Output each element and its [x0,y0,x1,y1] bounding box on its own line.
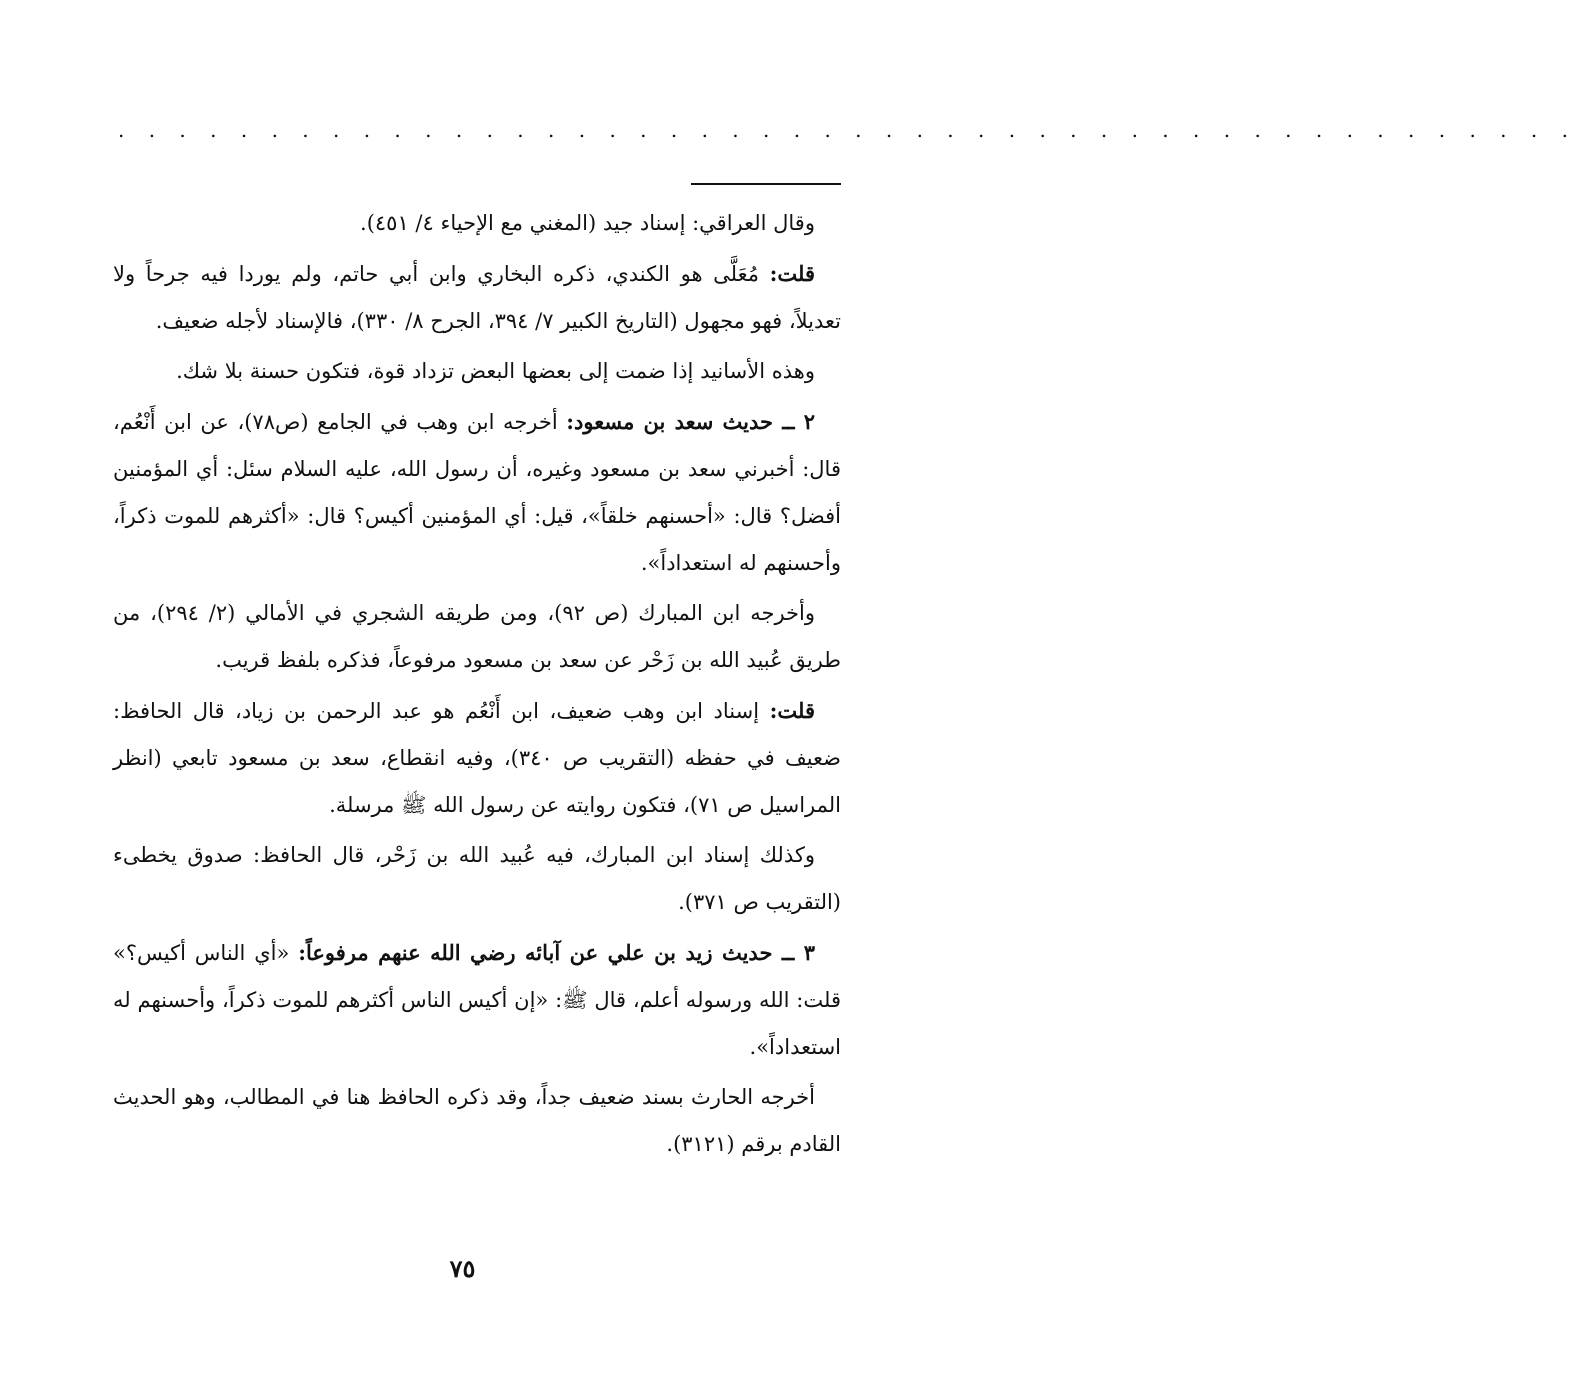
paragraph-1 [113,200,841,247]
paragraph-5 [113,590,841,684]
paragraph-3 [113,348,841,395]
paragraph-text: «أي الناس أكيس؟» قلت: الله ورسوله أعلم، قال ﷺ: «إن أكيس الناس أكثرهم للموت ذكراً، وأحسنهم له استعداداً». [113,941,841,1059]
paragraph-text: وهذه الأسانيد إذا ضمت إلى بعضها البعض تزداد قوة، فتكون حسنة بلا شك. [176,359,815,383]
paragraph-lead: ٢ ــ حديث سعد بن مسعود: [566,409,815,434]
paragraph-6 [113,687,841,829]
page-number: ٧٥ [449,1254,476,1283]
paragraph-text: إسناد ابن وهب ضعيف، ابن أَنْعُم هو عبد الرحمن بن زياد، قال الحافظ: ضعيف في حفظه (التقريب ص ٣٤٠)، وفيه انقطاع، سعد بن مسعود تابعي (انظر المراسيل ص ٧١)، فتكون روايته عن رسول الله ﷺ مرسلة. [113,699,842,817]
paragraph-lead: قلت: [769,698,815,723]
footnote-rule [691,183,841,185]
paragraph-9 [113,1074,841,1168]
paragraph-7 [113,832,841,926]
separator-dots: . . . . . . . . . . . . . . . . . . . . . . . . . . . . . . . . . . . . . . . . . . . . . . . . [118,118,1577,142]
paragraph-2 [113,250,841,345]
paragraph-text: مُعَلَّى هو الكندي، ذكره البخاري وابن أبي حاتم، ولم يوردا فيه جرحاً ولا تعديلاً، فهو مجهول (التاريخ الكبير ٧/ ٣٩٤، الجرح ٨/ ٣٣٠)، فالإسناد لأجله ضعيف. [113,262,841,333]
paragraph-text: أخرجه ابن وهب في الجامع (ص٧٨)، عن ابن أَنْعُم، قال: أخبرني سعد بن مسعود وغيره، أن رسول الله، عليه السلام سئل: أي المؤمنين أفضل؟ قال: «أحسنهم خلقاً»، قيل: أي المؤمنين أكيس؟ قال: «أكثرهم للموت ذكراً، وأحسنهم له استعداداً». [113,410,841,575]
paragraph-text: وقال العراقي: إسناد جيد (المغني مع الإحياء ٤/ ٤٥١). [360,211,815,235]
paragraph-text: أخرجه الحارث بسند ضعيف جداً، وقد ذكره الحافظ هنا في المطالب، وهو الحديث القادم برقم (٣١٢١). [113,1085,841,1156]
paragraph-text: وكذلك إسناد ابن المبارك، فيه عُبيد الله بن زَحْر، قال الحافظ: صدوق يخطىء (التقريب ص ٣٧١). [113,843,841,914]
paragraph-4 [113,398,841,587]
footnote-body [113,200,841,1171]
paragraph-text: وأخرجه ابن المبارك (ص ٩٢)، ومن طريقه الشجري في الأمالي (٢/ ٢٩٤)، من طريق عُبيد الله بن زَحْر عن سعد بن مسعود مرفوعاً، فذكره بلفظ قريب. [113,601,841,672]
paragraph-lead: قلت: [769,261,815,286]
paragraph-lead: ٣ ــ حديث زيد بن علي عن آبائه رضي الله عنهم مرفوعاً: [298,940,815,965]
paragraph-8 [113,929,841,1071]
